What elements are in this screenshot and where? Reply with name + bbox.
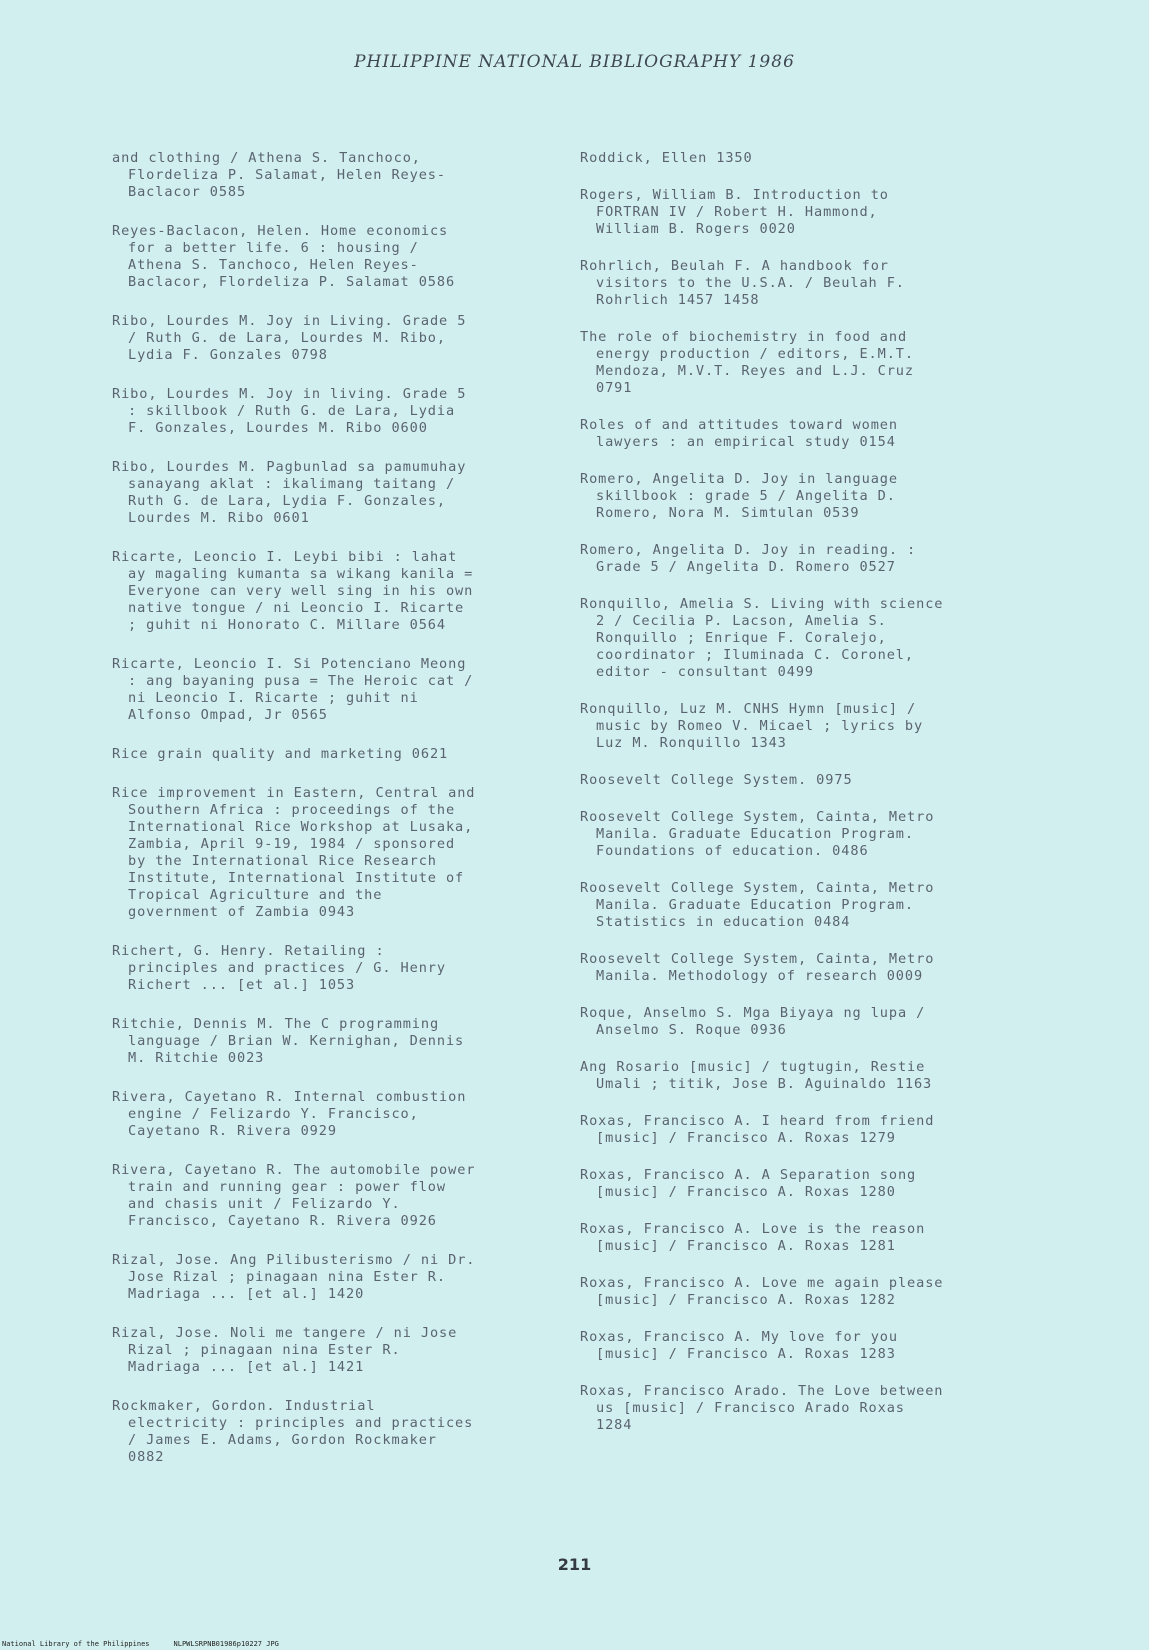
bibliography-entry: Romero, Angelita D. Joy in language skillbook : grade 5 / Angelita D. Romero, Nora M. Simtulan 0539 (580, 471, 898, 521)
bibliography-entry: Ritchie, Dennis M. The C programming language / Brian W. Kernighan, Dennis M. Ritchie 0023 (112, 1016, 465, 1066)
bibliography-entry: Ribo, Lourdes M. Pagbunlad sa pamumuhay sanayang aklat : ikalimang taitang / Ruth G. de Lara, Lydia F. Gonzales, Lourdes M. Ribo 0601 (112, 459, 467, 526)
bibliography-entry: Roxas, Francisco A. I heard from friend [music] / Francisco A. Roxas 1279 (580, 1113, 935, 1146)
bibliography-entry: Ribo, Lourdes M. Joy in living. Grade 5 : skillbook / Ruth G. de Lara, Lydia F. Gonzales, Lourdes M. Ribo 0600 (112, 386, 467, 436)
bibliography-entry: Rice improvement in Eastern, Central and Southern Africa : proceedings of the International Rice Workshop at Lusaka, Zambia, April 9-19, 1984 / sponsored by the International Rice Research Institute, International Institute of Tropical Agriculture and the government of Zambia 0943 (112, 785, 476, 920)
bibliography-entry: Roxas, Francisco A. Love me again please [music] / Francisco A. Roxas 1282 (580, 1275, 944, 1308)
bibliography-entry: Ricarte, Leoncio I. Leybi bibi : lahat ay magaling kumanta sa wikang kanila = Everyone can very well sing in his own native tongue / ni Leoncio I. Ricarte ; guhit ni Honorato C. Millare 0564 (112, 549, 474, 633)
bibliography-entry: Ribo, Lourdes M. Joy in Living. Grade 5 / Ruth G. de Lara, Lourdes M. Ribo, Lydia F. Gonzales 0798 (112, 313, 467, 363)
bibliography-entry: Roosevelt College System, Cainta, Metro Manila. Methodology of research 0009 (580, 951, 935, 984)
bibliography-entry: Ronquillo, Luz M. CNHS Hymn [music] / music by Romeo V. Micael ; lyrics by Luz M. Ronquillo 1343 (580, 701, 924, 751)
bibliography-entry: Reyes-Baclacon, Helen. Home economics for a better life. 6 : housing / Athena S. Tanchoco, Helen Reyes- Baclacor, Flordeliza P. Salamat 0586 (112, 223, 456, 290)
bibliography-entry: Roosevelt College System, Cainta, Metro Manila. Graduate Education Program. Foundations of education. 0486 (580, 809, 935, 859)
page-header: PHILIPPINE NATIONAL BIBLIOGRAPHY 1986 (354, 52, 795, 72)
bibliography-entry: Roxas, Francisco A. My love for you [music] / Francisco A. Roxas 1283 (580, 1329, 898, 1362)
footer-source: National Library of the Philippines (2, 1640, 150, 1648)
bibliography-entry: Rivera, Cayetano R. Internal combustion engine / Felizardo Y. Francisco, Cayetano R. Rivera 0929 (112, 1089, 467, 1139)
bibliography-entry: Romero, Angelita D. Joy in reading. : Grade 5 / Angelita D. Romero 0527 (580, 542, 917, 575)
left-column (112, 150, 552, 1488)
bibliography-entry: Roxas, Francisco A. Love is the reason [music] / Francisco A. Roxas 1281 (580, 1221, 926, 1254)
bibliography-entry: Roxas, Francisco A. A Separation song [music] / Francisco A. Roxas 1280 (580, 1167, 917, 1200)
bibliography-entry: Rivera, Cayetano R. The automobile power train and running gear : power flow and chasis unit / Felizardo Y. Francisco, Cayetano R. Rivera 0926 (112, 1162, 476, 1229)
bibliography-entry: and clothing / Athena S. Tanchoco, Flordeliza P. Salamat, Helen Reyes- Baclacor 0585 (112, 150, 446, 200)
bibliography-entry: Rizal, Jose. Ang Pilibusterismo / ni Dr. Jose Rizal ; pinagaan nina Ester R. Madriaga ... [et al.] 1420 (112, 1252, 476, 1302)
page-number: 211 (557, 1555, 592, 1574)
bibliography-entry: Roosevelt College System. 0975 (580, 772, 853, 788)
bibliography-entry: Roles of and attitudes toward women lawyers : an empirical study 0154 (580, 417, 898, 450)
bibliography-entry: Roxas, Francisco Arado. The Love between us [music] / Francisco Arado Roxas 1284 (580, 1383, 944, 1433)
bibliography-entry: Richert, G. Henry. Retailing : principles and practices / G. Henry Richert ... [et al.] 1053 (112, 943, 446, 993)
bibliography-entry: Ronquillo, Amelia S. Living with science 2 / Cecilia P. Lacson, Amelia S. Ronquillo ; Enrique F. Coralejo, coordinator ; Iluminada C. Coronel, editor - consultant 0499 (580, 596, 944, 680)
bibliography-entry: Rohrlich, Beulah F. A handbook for visitors to the U.S.A. / Beulah F. Rohrlich 1457 1458 (580, 258, 905, 308)
bibliography-entry: Roddick, Ellen 1350 (580, 150, 753, 166)
bibliography-entry: Ang Rosario [music] / tugtugin, Restie Umali ; titik, Jose B. Aguinaldo 1163 (580, 1059, 933, 1092)
bibliography-entry: Rice grain quality and marketing 0621 (112, 746, 449, 762)
scan-footer (2, 1640, 279, 1648)
bibliography-entry: Rizal, Jose. Noli me tangere / ni Jose Rizal ; pinagaan nina Ester R. Madriaga ... [et al.] 1421 (112, 1325, 458, 1375)
bibliography-entry: The role of biochemistry in food and energy production / editors, E.M.T. Mendoza, M.V.T. Reyes and L.J. Cruz 0791 (580, 329, 914, 396)
bibliography-entry: Rockmaker, Gordon. Industrial electricity : principles and practices / James E. Adams, Gordon Rockmaker 0882 (112, 1398, 474, 1465)
bibliography-entry: Roosevelt College System, Cainta, Metro Manila. Graduate Education Program. Statistics in education 0484 (580, 880, 935, 930)
bibliography-entry: Ricarte, Leoncio I. Si Potenciano Meong : ang bayaning pusa = The Heroic cat / ni Leoncio I. Ricarte ; guhit ni Alfonso Ompad, Jr 0565 (112, 656, 474, 723)
bibliography-entry: Rogers, William B. Introduction to FORTRAN IV / Robert H. Hammond, William B. Rogers 0020 (580, 187, 889, 237)
right-column (580, 150, 1025, 1454)
bibliography-entry: Roque, Anselmo S. Mga Biyaya ng lupa / Anselmo S. Roque 0936 (580, 1005, 926, 1038)
footer-file: NLPWLSRPNB01986p10227 JPG (173, 1640, 279, 1648)
